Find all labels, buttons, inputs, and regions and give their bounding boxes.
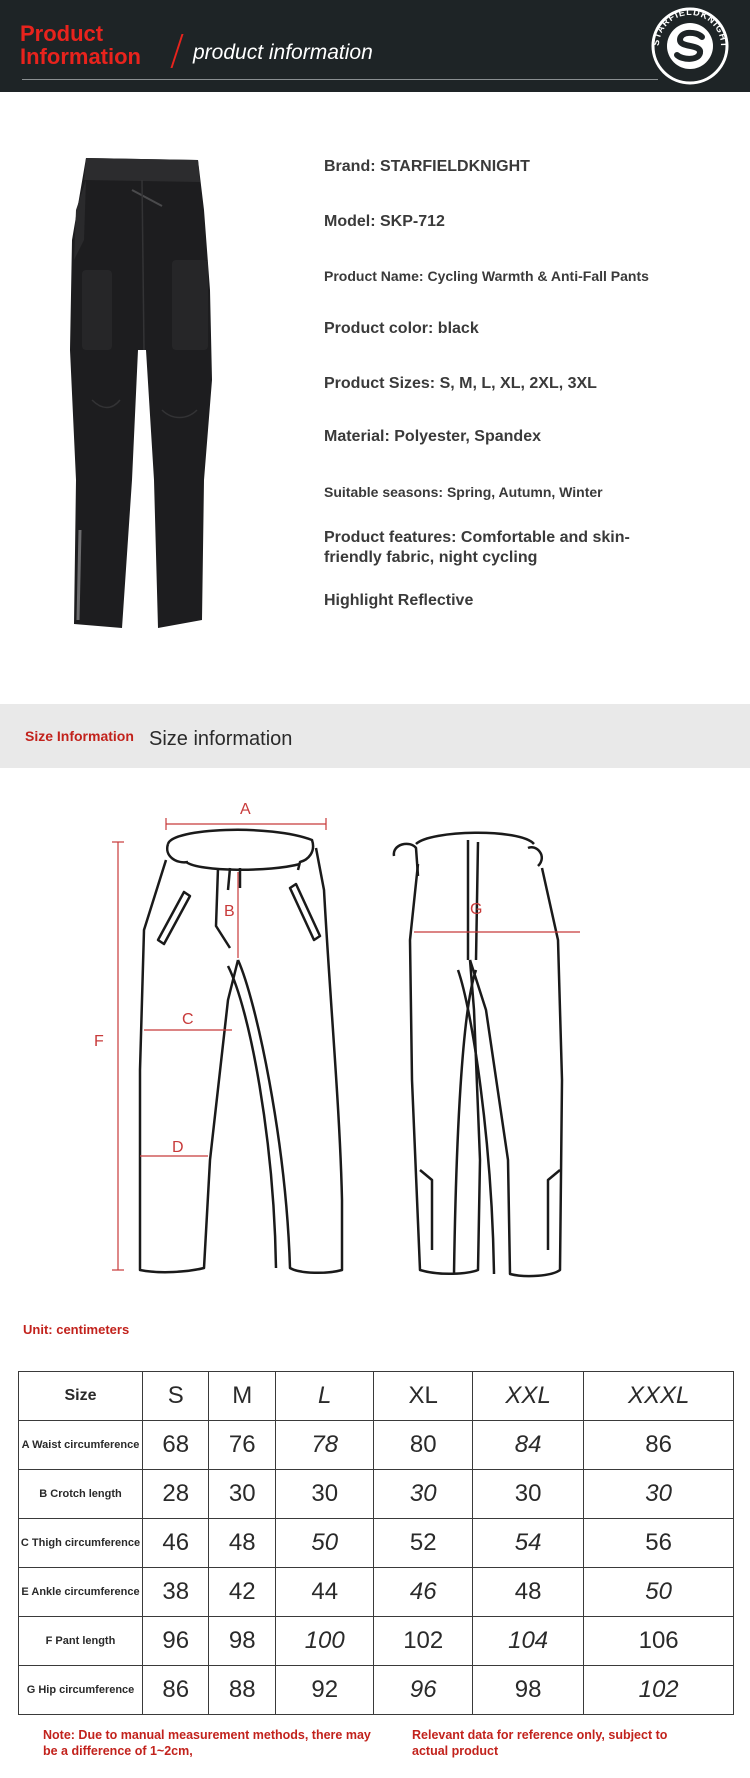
header-rule [22, 79, 658, 80]
spec-product-name: Product Name: Cycling Warmth & Anti-Fall Pants [324, 268, 649, 284]
label-g: G [470, 901, 483, 918]
table-cell: 44 [275, 1568, 374, 1617]
label-d: D [172, 1139, 184, 1156]
table-cell: 50 [584, 1568, 734, 1617]
row-label: A Waist circumference [19, 1421, 143, 1470]
row-label: B Crotch length [19, 1470, 143, 1519]
spec-material: Material: Polyester, Spandex [324, 428, 541, 445]
table-row [19, 1666, 734, 1715]
spec-color: Product color: black [324, 320, 479, 337]
table-cell: 28 [143, 1470, 209, 1519]
table-cell: 106 [584, 1617, 734, 1666]
header-title: Product Information [20, 21, 141, 69]
note-left: Note: Due to manual measurement methods, there may be a difference of 1~2cm, [43, 1728, 371, 1758]
table-cell: 42 [209, 1568, 275, 1617]
table-cell: 30 [209, 1470, 275, 1519]
header-subtitle: product information [193, 41, 373, 64]
header-m: M [209, 1372, 275, 1421]
header-divider [170, 34, 183, 68]
table-cell: 88 [209, 1666, 275, 1715]
spec-seasons: Suitable seasons: Spring, Autumn, Winter [324, 484, 603, 500]
table-cell: 76 [209, 1421, 275, 1470]
table-cell: 46 [143, 1519, 209, 1568]
table-cell: 46 [374, 1568, 473, 1617]
size-info-band [0, 704, 750, 768]
page-header [0, 0, 750, 92]
unit-label: Unit: centimeters [23, 1322, 130, 1337]
table-cell: 86 [143, 1666, 209, 1715]
header-s: S [143, 1372, 209, 1421]
header-size: Size [19, 1372, 143, 1421]
spec-sizes: Product Sizes: S, M, L, XL, 2XL, 3XL [324, 375, 597, 392]
table-cell: 30 [275, 1470, 374, 1519]
size-info-label-red: Size Information [25, 728, 134, 744]
table-row [19, 1617, 734, 1666]
table-cell: 50 [275, 1519, 374, 1568]
spec-reflective: Highlight Reflective [324, 592, 474, 609]
table-cell: 98 [209, 1617, 275, 1666]
table-cell: 104 [472, 1617, 583, 1666]
size-info-label: Size information [149, 728, 293, 750]
table-cell: 54 [472, 1519, 583, 1568]
label-a: A [240, 801, 251, 818]
note-right: Relevant data for reference only, subject to actual product [412, 1728, 668, 1758]
table-cell: 100 [275, 1617, 374, 1666]
header-xxl: XXL [472, 1372, 583, 1421]
table-cell: 78 [275, 1421, 374, 1470]
table-cell: 52 [374, 1519, 473, 1568]
table-cell: 96 [143, 1617, 209, 1666]
row-label: G Hip circumference [19, 1666, 143, 1715]
table-cell: 30 [584, 1470, 734, 1519]
table-cell: 56 [584, 1519, 734, 1568]
table-cell: 84 [472, 1421, 583, 1470]
table-cell: 86 [584, 1421, 734, 1470]
brand-logo [650, 6, 730, 86]
row-label: E Ankle circumference [19, 1568, 143, 1617]
table-cell: 102 [584, 1666, 734, 1715]
table-cell: 30 [374, 1470, 473, 1519]
table-row [19, 1421, 734, 1470]
spec-brand: Brand: STARFIELDKNIGHT [324, 158, 530, 175]
row-label: F Pant length [19, 1617, 143, 1666]
table-cell: 80 [374, 1421, 473, 1470]
header-xl: XL [374, 1372, 473, 1421]
svg-text:STARFIELDKNIGHT: STARFIELDKNIGHT [650, 6, 730, 49]
spec-features: Product features: Comfortable and skin-friendly fabric, night cycling [324, 529, 630, 566]
header-l: L [275, 1372, 374, 1421]
size-table [18, 1371, 734, 1715]
table-cell: 38 [143, 1568, 209, 1617]
label-f: F [94, 1033, 104, 1050]
measurement-diagram [80, 780, 620, 1300]
table-cell: 30 [472, 1470, 583, 1519]
table-cell: 48 [209, 1519, 275, 1568]
table-cell: 102 [374, 1617, 473, 1666]
table-row [19, 1470, 734, 1519]
table-cell: 48 [472, 1568, 583, 1617]
table-cell: 92 [275, 1666, 374, 1715]
table-row [19, 1519, 734, 1568]
label-c: C [182, 1011, 194, 1028]
table-row [19, 1568, 734, 1617]
table-cell: 96 [374, 1666, 473, 1715]
table-cell: 68 [143, 1421, 209, 1470]
label-b: B [224, 903, 235, 920]
spec-model: Model: SKP-712 [324, 213, 445, 230]
table-cell: 98 [472, 1666, 583, 1715]
row-label: C Thigh circumference [19, 1519, 143, 1568]
product-photo [62, 150, 262, 638]
table-header-row [19, 1372, 734, 1421]
header-xxxl: XXXL [584, 1372, 734, 1421]
